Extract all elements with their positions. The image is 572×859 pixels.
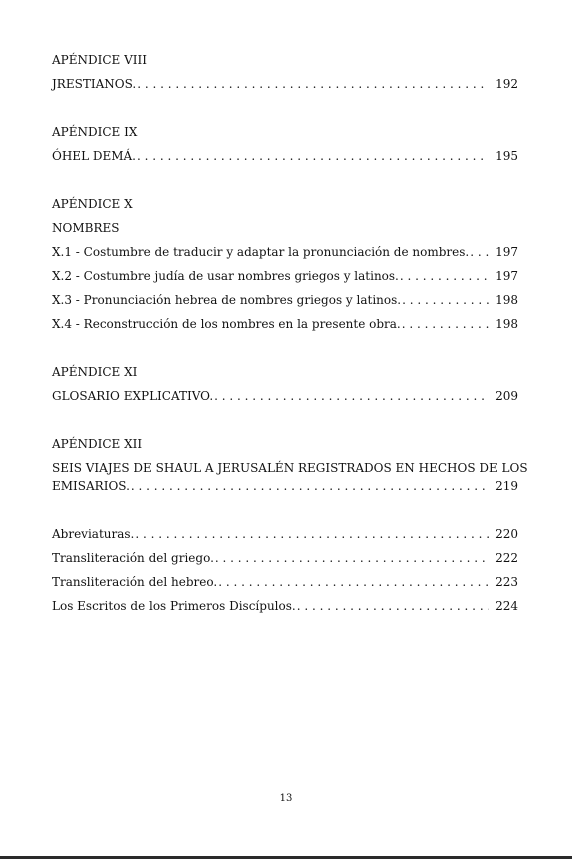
toc-entry xyxy=(52,460,528,494)
dot-leader xyxy=(218,574,489,590)
toc-entry-page: 197 xyxy=(495,269,518,283)
toc-entry xyxy=(52,292,518,308)
dot-leader xyxy=(470,244,489,260)
toc-entry-title: ÓHEL DEMÁ. xyxy=(52,149,136,163)
toc-entry-title: X.3 - Pronunciación hebrea de nombres griegos y latinos. xyxy=(52,293,402,307)
dot-leader xyxy=(137,76,489,92)
toc-entry-page: 197 xyxy=(495,245,518,259)
dot-leader xyxy=(400,268,489,284)
toc-entry xyxy=(52,316,518,332)
toc-entry xyxy=(52,76,518,92)
toc-entry-title: Transliteración del hebreo. xyxy=(52,575,218,589)
toc-entry-title: EMISARIOS. xyxy=(52,479,130,493)
dot-leader xyxy=(135,526,489,542)
toc-entry-page: 192 xyxy=(495,77,518,91)
dot-leader xyxy=(215,550,489,566)
toc-section-appendix-12 xyxy=(52,436,528,494)
table-of-contents xyxy=(52,52,528,614)
toc-entry-page: 224 xyxy=(495,599,518,613)
toc-entry-title: X.4 - Reconstrucción de los nombres en la presente obra. xyxy=(52,317,401,331)
toc-entry xyxy=(52,388,518,404)
toc-section-appendix-9 xyxy=(52,124,518,164)
dot-leader xyxy=(131,478,489,494)
toc-entry-page: 198 xyxy=(495,293,518,307)
dot-leader xyxy=(402,292,489,308)
toc-entry-page: 209 xyxy=(495,389,518,403)
toc-entry-page: 222 xyxy=(495,551,518,565)
section-heading: APÉNDICE XI xyxy=(52,365,138,379)
toc-entry xyxy=(52,244,518,260)
dot-leader xyxy=(214,388,489,404)
toc-section-appendix-10 xyxy=(52,196,518,332)
toc-entry-title-line: SEIS VIAJES DE SHAUL A JERUSALÉN REGISTRADOS EN HECHOS DE LOS xyxy=(52,461,528,475)
section-heading: APÉNDICE VIII xyxy=(52,53,148,67)
toc-entry-title: GLOSARIO EXPLICATIVO. xyxy=(52,389,214,403)
page-number: 13 xyxy=(279,793,293,804)
toc-entry xyxy=(52,574,518,590)
toc-section-appendix-8 xyxy=(52,52,518,92)
toc-entry-title: JRESTIANOS. xyxy=(52,77,137,91)
section-subheading: NOMBRES xyxy=(52,221,120,235)
toc-entry xyxy=(52,550,518,566)
toc-section-back-matter xyxy=(52,526,518,614)
toc-entry xyxy=(52,148,518,164)
toc-entry-page: 195 xyxy=(495,149,518,163)
toc-entry-page: 223 xyxy=(495,575,518,589)
toc-entry-title: Los Escritos de los Primeros Discípulos. xyxy=(52,599,296,613)
section-heading: APÉNDICE X xyxy=(52,197,133,211)
toc-entry xyxy=(52,598,518,614)
toc-entry-title: Abreviaturas. xyxy=(52,527,135,541)
toc-entry-title: X.1 - Costumbre de traducir y adaptar la pronunciación de nombres. xyxy=(52,245,470,259)
dot-leader xyxy=(402,316,489,332)
dot-leader xyxy=(297,598,489,614)
toc-entry-title: Transliteración del griego. xyxy=(52,551,214,565)
toc-entry-continuation xyxy=(52,478,518,494)
toc-section-appendix-11 xyxy=(52,364,518,404)
toc-entry xyxy=(52,268,518,284)
toc-entry-page: 219 xyxy=(495,479,518,493)
toc-entry-page: 220 xyxy=(495,527,518,541)
toc-entry-page: 198 xyxy=(495,317,518,331)
section-heading: APÉNDICE IX xyxy=(52,125,138,139)
dot-leader xyxy=(137,148,489,164)
section-heading: APÉNDICE XII xyxy=(52,437,143,451)
toc-entry xyxy=(52,526,518,542)
toc-entry-title: X.2 - Costumbre judía de usar nombres griegos y latinos. xyxy=(52,269,399,283)
